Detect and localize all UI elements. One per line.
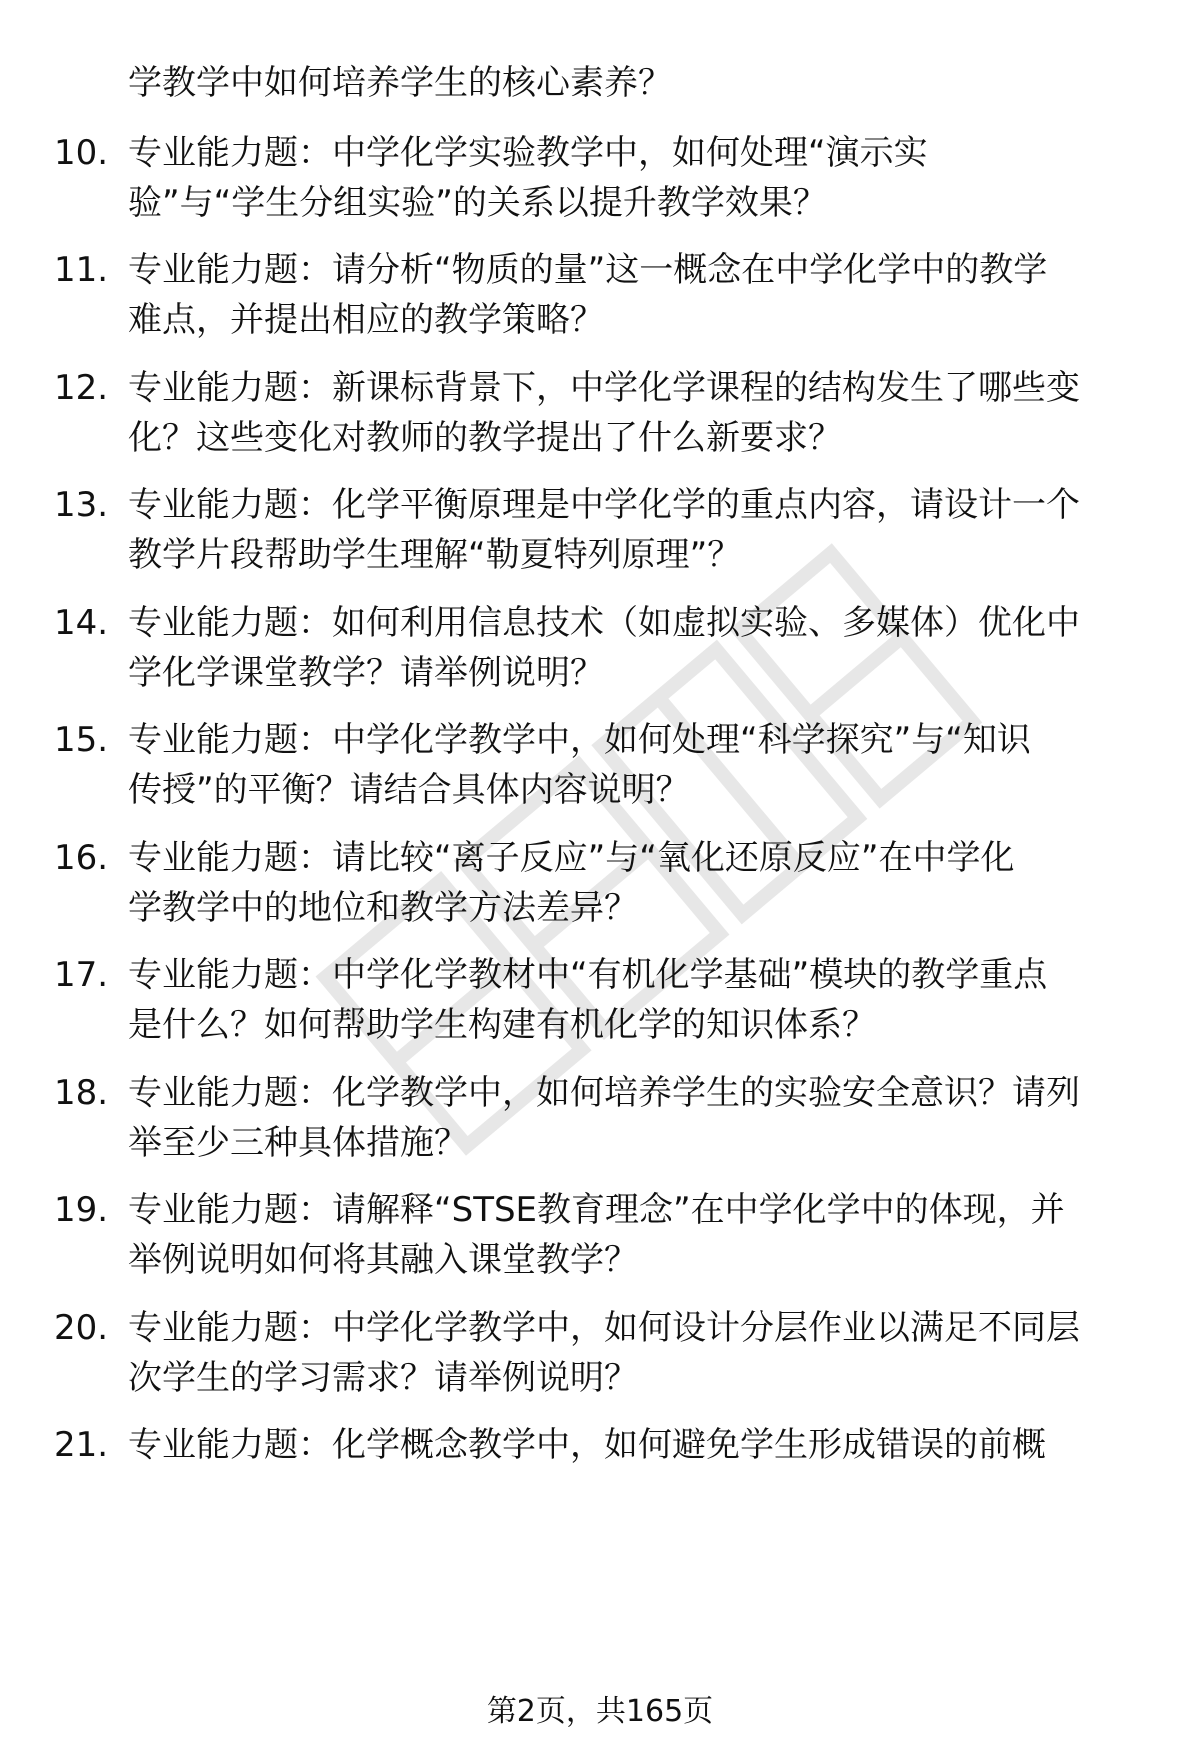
- question-line: 专业能力题：中学化学教学中，如何设计分层作业以满足不同层: [128, 1308, 1080, 1348]
- question-line: 难点，并提出相应的教学策略？: [128, 300, 604, 340]
- question-number: 14.: [54, 603, 109, 643]
- question-line: 专业能力题：中学化学教学中，如何处理“科学探究”与“知识: [128, 720, 1031, 760]
- question-text: [128, 1068, 1148, 1168]
- question-number: 21.: [54, 1425, 109, 1465]
- question-number: 16.: [54, 838, 109, 878]
- question-line: 专业能力题：化学平衡原理是中学化学的重点内容，请设计一个: [128, 485, 1080, 525]
- question-text: [128, 1303, 1148, 1403]
- question-line: 教学片段帮助学生理解“勒夏特列原理”？: [128, 535, 742, 575]
- question-line: 验”与“学生分组实验”的关系以提升教学效果？: [128, 183, 827, 223]
- continued-question-text: [128, 58, 1148, 108]
- question-text: [128, 245, 1148, 345]
- question-text: [128, 715, 1148, 815]
- question-line: 专业能力题：中学化学实验教学中，如何处理“演示实: [128, 133, 928, 173]
- question-line: 学化学课堂教学？请举例说明？: [128, 653, 604, 693]
- question-number: 20.: [54, 1308, 109, 1348]
- question-line: 举例说明如何将其融入课堂教学？: [128, 1240, 638, 1280]
- question-text: [128, 1185, 1148, 1285]
- question-text: [128, 128, 1148, 228]
- question-line: 专业能力题：请分析“物质的量”这一概念在中学化学中的教学: [128, 250, 1048, 290]
- question-number: 19.: [54, 1190, 109, 1230]
- page-number-footer: 第2页，共165页: [486, 1694, 714, 1729]
- question-line: 举至少三种具体措施？: [128, 1123, 468, 1163]
- question-text: [128, 833, 1148, 933]
- question-number: 17.: [54, 955, 109, 995]
- question-number: 13.: [54, 485, 109, 525]
- question-text: [128, 480, 1148, 580]
- question-line: 化？这些变化对教师的教学提出了什么新要求？: [128, 418, 842, 458]
- question-number: 15.: [54, 720, 109, 760]
- question-line: 学教学中的地位和教学方法差异？: [128, 888, 638, 928]
- question-line: 学教学中如何培养学生的核心素养？: [128, 63, 672, 103]
- question-number: 18.: [54, 1073, 109, 1113]
- question-line: 专业能力题：新课标背景下，中学化学课程的结构发生了哪些变: [128, 368, 1080, 408]
- question-number: 12.: [54, 368, 109, 408]
- question-text: [128, 598, 1148, 698]
- question-line: 是什么？如何帮助学生构建有机化学的知识体系？: [128, 1005, 876, 1045]
- question-line: 传授”的平衡？请结合具体内容说明？: [128, 770, 690, 810]
- question-text: [128, 363, 1148, 463]
- question-text: [128, 950, 1148, 1050]
- question-line: 专业能力题：如何利用信息技术（如虚拟实验、多媒体）优化中: [128, 603, 1080, 643]
- question-line: 专业能力题：化学教学中，如何培养学生的实验安全意识？请列: [128, 1073, 1080, 1113]
- question-line: 专业能力题：请解释“STSE教育理念”在中学化学中的体现，并: [128, 1190, 1065, 1230]
- question-text: [128, 1420, 1148, 1470]
- question-number: 11.: [54, 250, 109, 290]
- question-line: 次学生的学习需求？请举例说明？: [128, 1358, 638, 1398]
- question-line: 专业能力题：中学化学教材中“有机化学基础”模块的教学重点: [128, 955, 1048, 995]
- question-line: 专业能力题：请比较“离子反应”与“氧化还原反应”在中学化: [128, 838, 1015, 878]
- question-line: 专业能力题：化学概念教学中，如何避免学生形成错误的前概: [128, 1425, 1046, 1465]
- question-number: 10.: [54, 133, 109, 173]
